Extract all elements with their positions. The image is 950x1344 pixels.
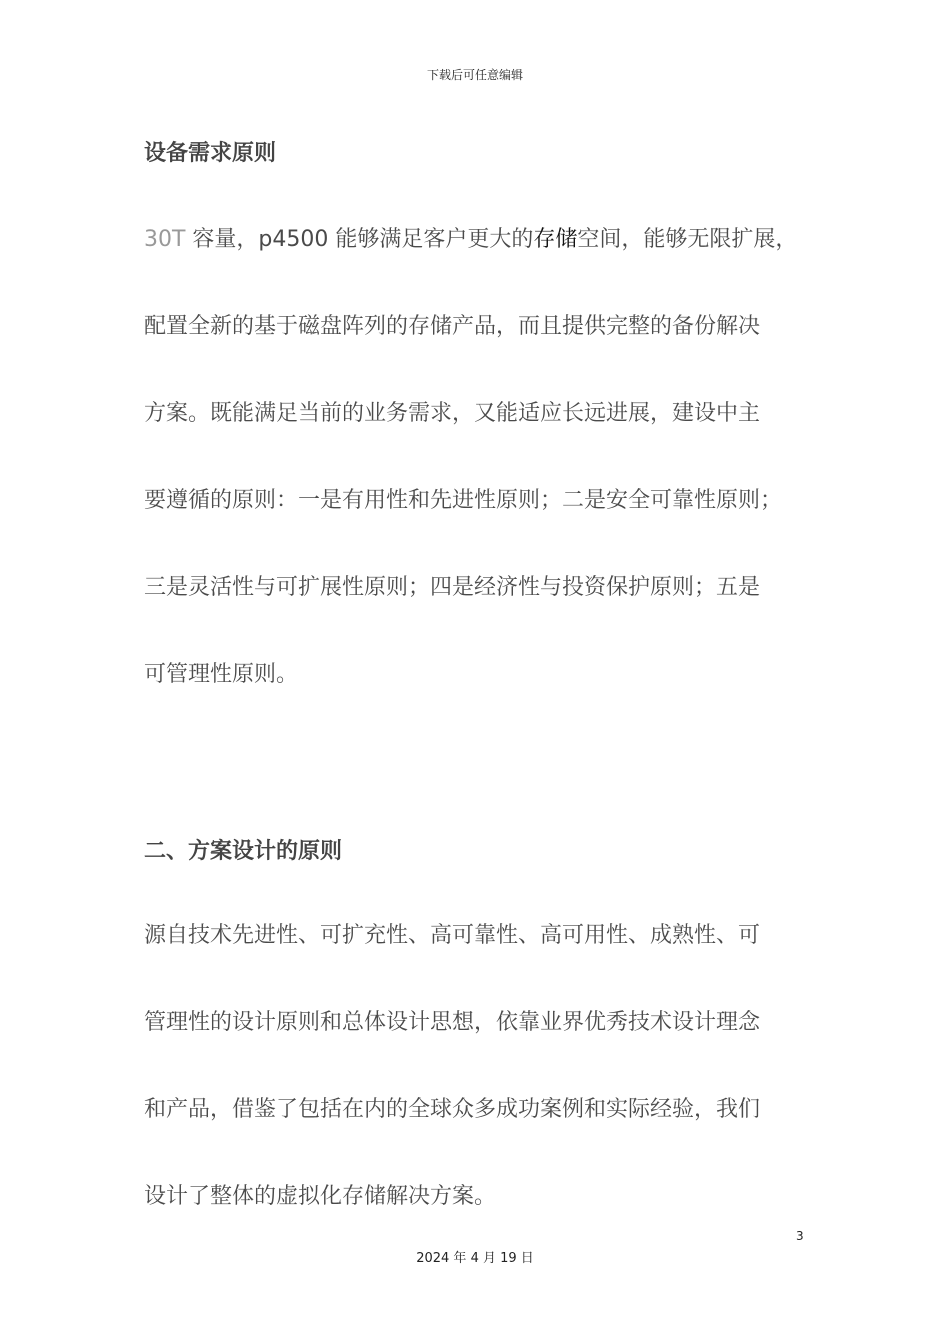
paragraph-line: 源自技术先进性、可扩充性、高可靠性、高可用性、成熟性、可 [144,923,761,948]
paragraph-line: 方案。既能满足当前的业务需求，又能适应长远进展，建设中主 [144,401,761,426]
text-run: 空间，能够无限扩展， [577,227,798,252]
paragraph-equipment-principles [144,196,809,718]
text-run-dark: 存储 [533,227,578,252]
page-header-note: 下载后可任意编辑 [426,68,523,82]
paragraph-line: 可管理性原则。 [144,662,299,687]
paragraph-line: 和产品，借鉴了包括在内的全球众多成功案例和实际经验，我们 [144,1097,761,1122]
paragraph-line: 配置全新的基于磁盘阵列的存储产品，而且提供完整的备份解决 [144,314,761,339]
page-number: 3 [796,1229,804,1243]
section-heading-equipment-principles: 设备需求原则 [144,141,277,166]
paragraph-line: 要遵循的原则：一是有用性和先进性原则；二是安全可靠性原则； [144,488,783,513]
paragraph-line: 管理性的设计原则和总体设计思想，依靠业界优秀技术设计理念 [144,1010,761,1035]
paragraph-design-principles [144,892,809,1240]
footer-date: 2024 年 4 月 19 日 [416,1251,534,1266]
capacity-value: 30T [144,227,186,252]
paragraph-line: 三是灵活性与可扩展性原则；四是经济性与投资保护原则；五是 [144,575,761,600]
section-heading-design-principles: 二、方案设计的原则 [144,839,343,864]
paragraph-line: 设计了整体的虚拟化存储解决方案。 [144,1184,497,1209]
text-run: 容量，p4500 能够满足客户更大的 [185,227,534,252]
paragraph-line [144,196,809,283]
